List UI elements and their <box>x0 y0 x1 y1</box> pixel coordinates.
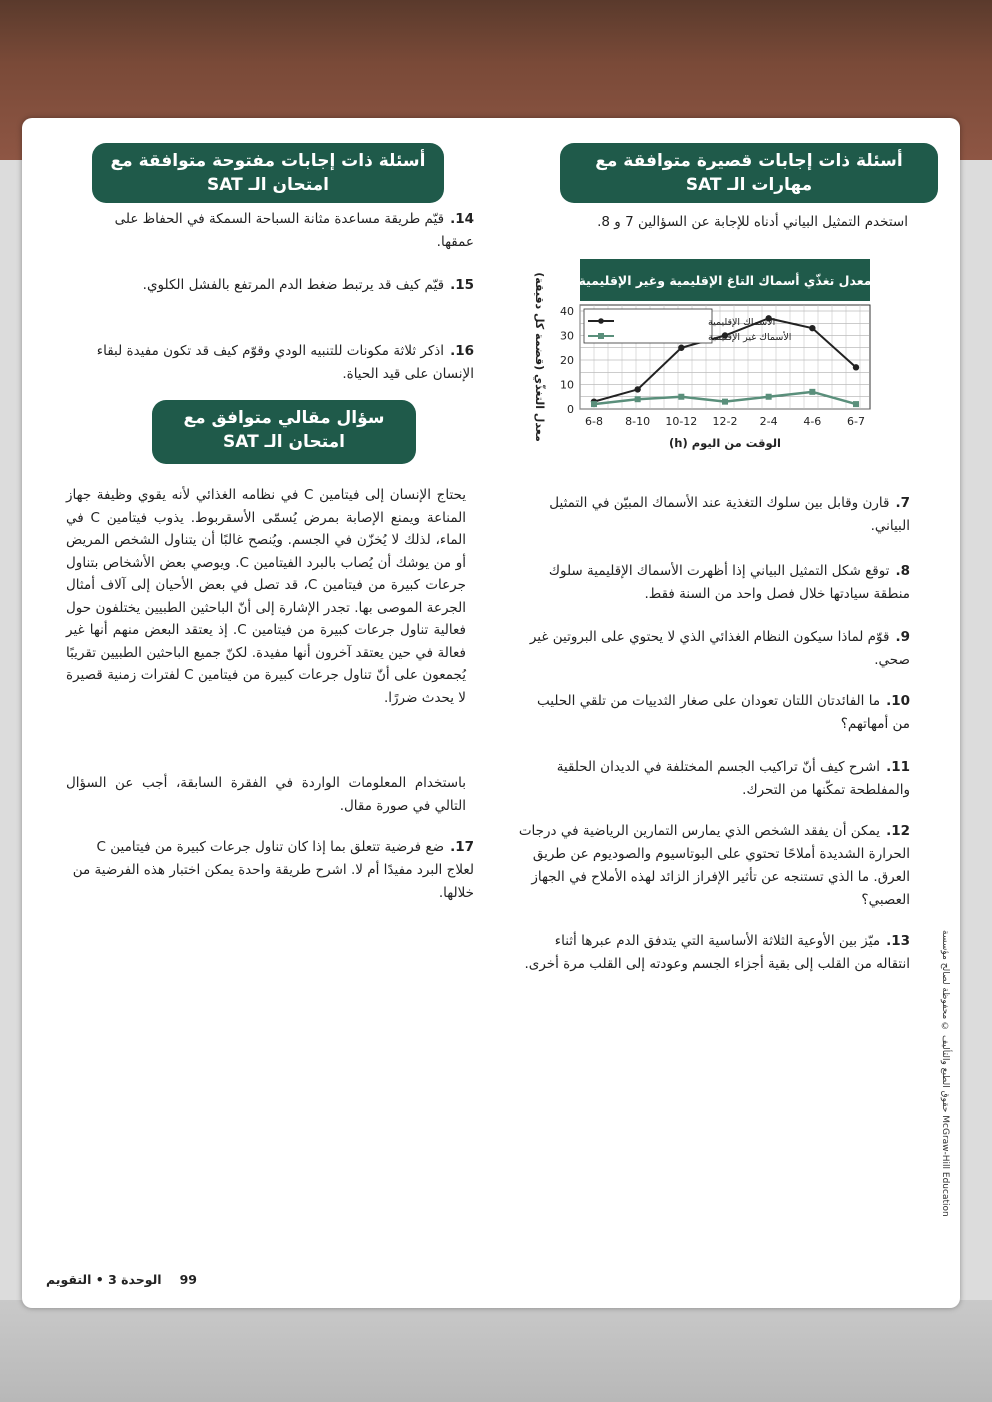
question-text: اذكر ثلاثة مكونات للتنبيه الودي وقوّم كيف قد تكون مفيدة لبقاء الإنسان على قيد الحياة. <box>96 343 474 382</box>
question-number: 11. <box>886 759 910 775</box>
question-10 <box>518 690 910 736</box>
legend-label: الأسماك غير الإقليمية <box>708 332 792 343</box>
data-point <box>678 394 684 400</box>
open-ended-header: أسئلة ذات إجابات مفتوحة متوافقة مع امتحان الـ SAT <box>92 143 444 203</box>
short-answer-header: أسئلة ذات إجابات قصيرة متوافقة مع مهارات الـ SAT <box>560 143 938 203</box>
feeding-rate-chart <box>518 255 890 455</box>
data-point <box>634 386 640 392</box>
chart-title: معدل تغذّي أسماك التاغ الإقليمية وغير الإقليمية <box>578 273 872 288</box>
data-point <box>766 394 772 400</box>
question-number: 17. <box>450 839 474 855</box>
x-tick-label: 10-12 <box>665 415 698 428</box>
x-tick-label: 8-10 <box>625 415 651 428</box>
y-tick-label: 20 <box>560 354 574 367</box>
y-tick-label: 10 <box>560 378 574 392</box>
question-text: قيّم طريقة مساعدة مثانة السباحة السمكة في الحفاظ على عمقها. <box>114 211 474 250</box>
x-tick-label: 12-2 <box>712 415 738 428</box>
question-text: قوّم لماذا سيكون النظام الغذائي الذي لا يحتوي على البروتين غير صحي. <box>529 629 910 668</box>
y-tick-label: 30 <box>560 329 574 343</box>
question-text: ما الفائدتان اللتان تعودان على صغار الثدييات من تلقي الحليب من أمهاتهم؟ <box>537 693 910 732</box>
question-13 <box>518 930 910 976</box>
question-16 <box>76 340 474 386</box>
legend-marker <box>598 333 604 339</box>
y-tick-label: 0 <box>567 403 574 416</box>
y-axis-label: معدل التغذّي (قضمة كل دقيقة) <box>533 272 546 442</box>
data-point <box>809 325 815 331</box>
question-number: 16. <box>450 343 474 359</box>
question-text: قيّم كيف قد يرتبط ضغط الدم المرتفع بالفشل الكلوي. <box>142 277 445 293</box>
x-tick-label: 2-4 <box>759 415 778 428</box>
chart-svg <box>518 255 890 455</box>
x-tick-label: 4-6 <box>803 415 822 428</box>
question-17 <box>66 836 474 905</box>
data-point <box>853 401 859 407</box>
question-11 <box>518 756 910 802</box>
essay-instruction: باستخدام المعلومات الواردة في الفقرة السابقة، أجب عن السؤال التالي في صورة مقال. <box>66 775 466 814</box>
data-point <box>853 364 859 370</box>
question-number: 15. <box>450 277 474 293</box>
data-point <box>809 389 815 395</box>
question-9 <box>518 626 910 672</box>
question-number: 8. <box>895 563 910 579</box>
x-tick-label: 6-8 <box>585 415 603 428</box>
question-text: توقع شكل التمثيل البياني إذا أظهرت الأسماك الإقليمية سلوك منطقة سيادتها خلال فصل واحد من السنة فقط. <box>548 563 910 602</box>
question-14 <box>76 208 474 254</box>
question-number: 10. <box>886 693 910 709</box>
unit-label: الوحدة 3 • التقويم <box>46 1272 162 1287</box>
data-point <box>635 396 641 402</box>
question-7 <box>518 492 910 538</box>
question-15 <box>76 274 474 297</box>
data-point <box>591 401 597 407</box>
legend-marker <box>598 318 604 324</box>
chart-intro-text: استخدم التمثيل البياني أدناه للإجابة عن السؤالين 7 و 8. <box>597 214 908 230</box>
question-12 <box>518 820 910 912</box>
question-text: اشرح كيف أنّ تراكيب الجسم المختلفة في الديدان الحلقية والمفلطحة تمكّنها من التحرك. <box>556 759 910 798</box>
page-footer <box>46 1272 197 1287</box>
question-number: 9. <box>895 629 910 645</box>
question-text: ميّز بين الأوعية الثلاثة الأساسية التي يتدفق الدم عبرها أثناء انتقاله من القلب إلى بقية أجزاء الجسم وعودته إلى القلب مرة أخرى. <box>524 933 910 972</box>
page-number: 99 <box>179 1272 197 1287</box>
data-point <box>678 345 684 351</box>
question-8 <box>518 560 910 606</box>
x-axis-label: الوقت من اليوم (h) <box>669 436 781 450</box>
question-number: 12. <box>886 823 910 839</box>
essay-paragraph: يحتاج الإنسان إلى فيتامين C في نظامه الغذائي لأنه يقوي وظيفة جهاز المناعة ويمنع الإصابة بمرض يُسمّى الأسقربوط. يذوب فيتامين C في الماء، لذلك لا يُخزّن في الجسم. ويُنصح غالبًا أن يتناول الشخص المريض أو من يوشك أن يُصاب بالبرد الفيتامين C. ويوصي بعض الأشخاص بتناول جرعات كبيرة من فيتامين C، قد تصل في بعض الأحيان إلى آلاف أمثال الجرعة الموصى بها. تجدر الإشارة إلى أنّ الباحثين الطبيين يختلفون حول فعالية تناول جرعات كبيرة من فيتامين C. إذ يعتقد البعض منهم أنها غير فعالة في حين يعتقد آخرون أنها مفيدة. لكنّ جميع الباحثين الطبيين تقريبًا يُجمعون على أنّ تناول جرعات كبيرة من فيتامين C لفترات زمنية قصيرة لا يحدث ضررًا. <box>66 487 466 706</box>
bottom-scan-band <box>0 1300 992 1402</box>
essay-header: سؤال مقالي متوافق مع امتحان الـ SAT <box>152 400 416 464</box>
side-credit: حقوق الطبع والتأليف © محفوظة لصالح مؤسسة McGraw-Hill Education <box>940 930 950 1217</box>
y-tick-label: 40 <box>560 305 574 318</box>
question-number: 13. <box>886 933 910 949</box>
question-text: قارن وقابل بين سلوك التغذية عند الأسماك المبيّن في التمثيل البياني. <box>549 495 910 534</box>
question-number: 14. <box>450 211 474 227</box>
x-tick-label: 6-7 <box>847 415 865 428</box>
question-text: ضع فرضية تتعلق بما إذا كان تناول جرعات كبيرة من فيتامين C لعلاج البرد مفيدًا أم لا. اشرح طريقة واحدة يمكن اختبار هذه الفرضية من خلالها. <box>72 839 474 901</box>
data-point <box>722 399 728 405</box>
legend-label: الأسماك الإقليمية <box>708 317 776 328</box>
question-number: 7. <box>895 495 910 511</box>
question-text: يمكن أن يفقد الشخص الذي يمارس التمارين الرياضية في درجات الحرارة الشديدة أملاحًا تحتوي على البوتاسيوم والصوديوم عن طريق العرق. ما الذي تستنجه عن تأثير الإفراز الزائد لهذه الأملاح في الجهاز العصبي؟ <box>518 823 910 908</box>
